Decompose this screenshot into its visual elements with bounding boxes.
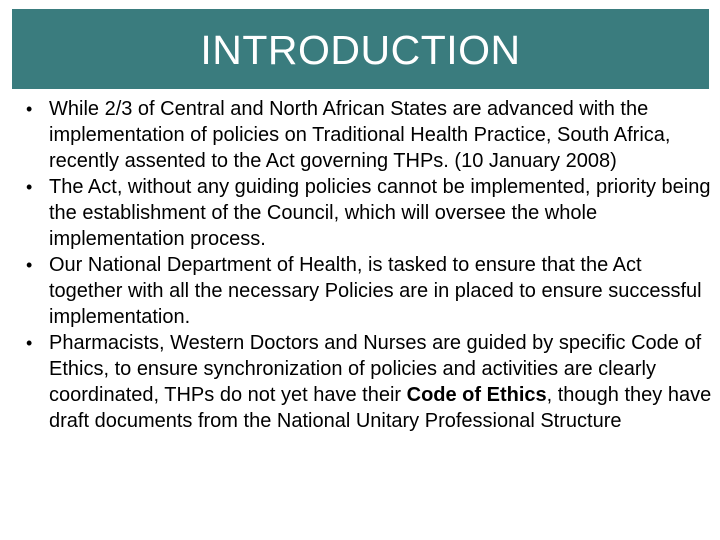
bullet-item-4 bbox=[0, 330, 720, 434]
bullet-marker: • bbox=[26, 333, 33, 353]
bullet-text-2: The Act, without any guiding policies cannot be implemented, priority being the establishment of the Council, which will oversee the whole implementation process. bbox=[49, 176, 711, 250]
bullet-marker: • bbox=[26, 255, 33, 275]
title-banner bbox=[12, 9, 709, 89]
bullet-item-1 bbox=[0, 96, 720, 174]
code-of-ethics-emphasis: Code of Ethics bbox=[406, 384, 547, 406]
bullet-item-2 bbox=[0, 174, 720, 252]
bullet-list bbox=[0, 96, 720, 434]
slide-title: INTRODUCTION bbox=[200, 26, 521, 73]
bullet-marker: • bbox=[26, 177, 33, 197]
bullet-text-4 bbox=[49, 332, 711, 432]
bullet-marker: • bbox=[26, 99, 33, 119]
bullet-text-4-part-2: , though they have draft documents from the National Unitary Professional Structure bbox=[49, 384, 712, 432]
bullet-text-3: Our National Department of Health, is tasked to ensure that the Act together with all the necessary Policies are in placed to ensure successful implementation. bbox=[49, 254, 702, 328]
bullet-item-3 bbox=[0, 252, 720, 330]
bullet-text-4-part-1: Pharmacists, Western Doctors and Nurses are guided by specific Code of Ethics, to ensure synchronization of policies and activities are clearly coordinated, THPs do not yet have their bbox=[49, 332, 702, 406]
bullet-text-1: While 2/3 of Central and North African States are advanced with the implementation of policies on Traditional Health Practice, South Africa, recently assented to the Act governing THPs. (10 January 2008) bbox=[49, 98, 671, 172]
